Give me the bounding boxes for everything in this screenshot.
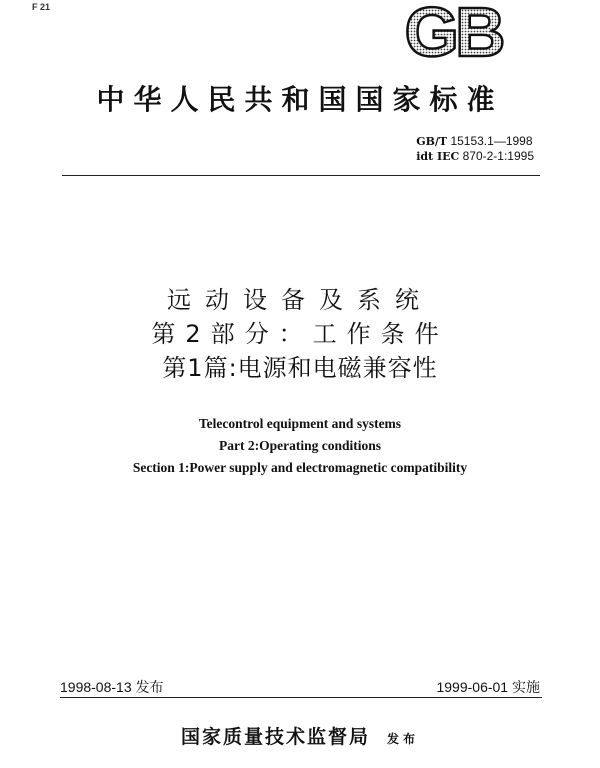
ics-code: F 21 bbox=[32, 2, 51, 12]
footer-divider bbox=[60, 697, 542, 698]
title-cn-line1: 远动设备及系统 bbox=[167, 286, 433, 314]
publisher bbox=[0, 722, 600, 749]
gb-logo-text: GB bbox=[404, 0, 502, 62]
standard-number bbox=[416, 134, 534, 164]
title-cn-line2: 第2部分：工作条件 bbox=[151, 320, 449, 348]
issue-date: 1998-08-13 发布 bbox=[60, 679, 164, 695]
title-chinese bbox=[0, 283, 600, 385]
title-cn-line3: 第1篇:电源和电磁兼容性 bbox=[162, 354, 438, 382]
title-en-line1: Telecontrol equipment and systems bbox=[198, 416, 402, 431]
publisher-verb: 发布 bbox=[387, 732, 420, 746]
title-english bbox=[0, 413, 600, 479]
gb-number: 15153.1—1998 bbox=[450, 134, 533, 148]
implementation-date: 1999-06-01 实施 bbox=[436, 679, 540, 695]
title-en-line3: Section 1:Power supply and electromagnetic compatibility bbox=[132, 460, 468, 475]
idt-number-line bbox=[416, 149, 534, 164]
title-en-line2: Part 2:Operating conditions bbox=[219, 438, 381, 453]
idt-number: 870-2-1:1995 bbox=[462, 149, 534, 163]
gb-prefix: GB/T bbox=[416, 135, 448, 148]
publisher-name: 国家质量技术监督局 bbox=[180, 726, 370, 748]
idt-prefix: idt IEC bbox=[416, 150, 460, 163]
gb-number-line bbox=[416, 134, 534, 149]
org-title: 中华人民共和国国家标准 bbox=[96, 83, 504, 116]
gb-logo bbox=[398, 0, 508, 62]
header-divider bbox=[62, 175, 540, 176]
